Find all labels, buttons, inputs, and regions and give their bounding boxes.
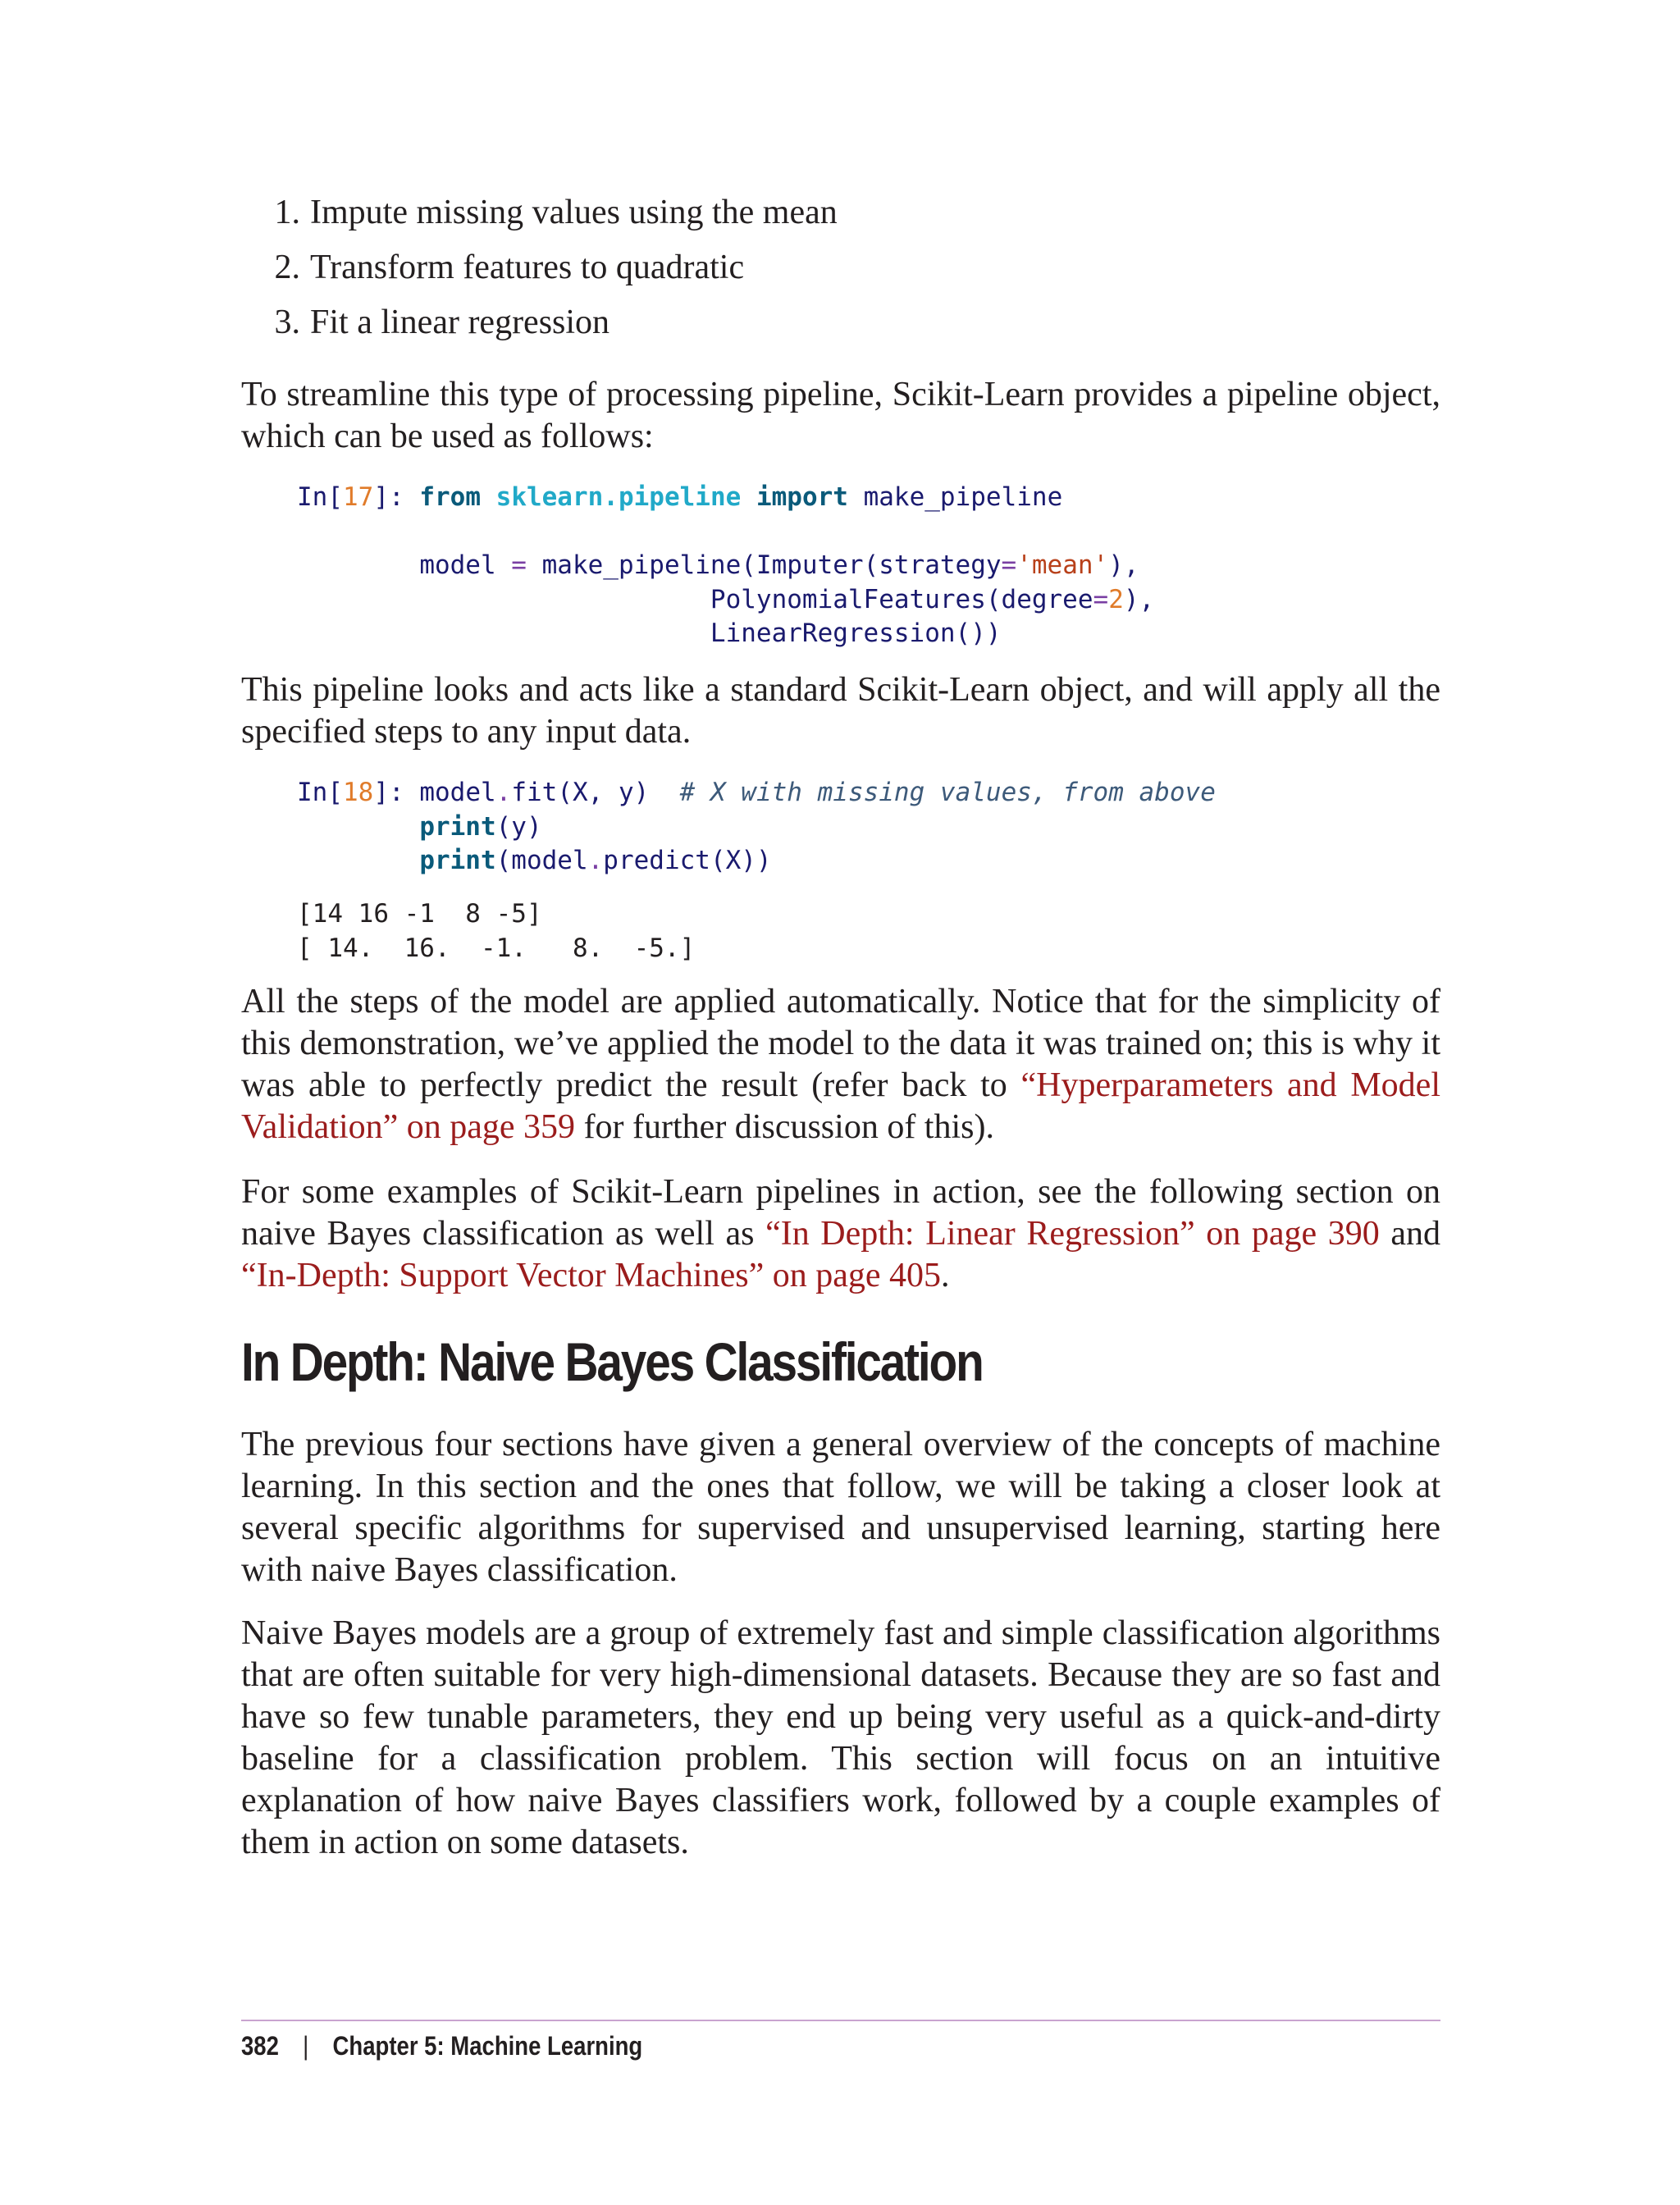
section-heading: In Depth: Naive Bayes Classification <box>241 1331 983 1392</box>
page-number: 382 <box>241 2031 279 2061</box>
footer-divider <box>241 2020 1440 2021</box>
steps-list <box>241 185 838 350</box>
code-output: [14 16 -1 8 -5] [ 14. 16. -1. 8. -5.] <box>297 899 696 963</box>
list-item: 3. Fit a linear regression <box>274 304 610 341</box>
cross-reference-link[interactable]: “Hyperparameters and Model Validation” on page 359 <box>241 1066 1440 1146</box>
cross-reference-link[interactable]: “In-Depth: Support Vector Machines” on page 405 <box>241 1257 942 1294</box>
list-item: 2. Transform features to quadratic <box>274 249 745 286</box>
paragraph-pipeline-behavior: This pipeline looks and acts like a standard Scikit-Learn object, and will apply all the specified steps to any input data. <box>241 671 1440 751</box>
paragraph-steps-applied: All the steps of the model are applied automatically. Notice that for the simplicity of this demonstration, we’ve applied the model to the data it was trained on; this is why it was able to perfectly predict the result (refer back to “Hyperparameters and Model Validation” on page 359 for further discussion of this). <box>241 983 1440 1146</box>
cross-reference-link[interactable]: “In Depth: Linear Regression” on page 390 <box>765 1215 1380 1253</box>
paragraph-pipeline-intro: To streamline this type of processing pipeline, Scikit-Learn provides a pipeline object, which can be used as follows: <box>241 376 1440 455</box>
footer-separator: | <box>303 2031 309 2061</box>
page-footer <box>241 2031 642 2061</box>
code-cell-18: In[18]: model.fit(X, y) # X with missing values, from above print(y) print(model.predict(X)) <box>297 778 1216 875</box>
code-cell-17: In[17]: from sklearn.pipeline import make_pipeline model = make_pipeline(Imputer(strategy='mean'), PolynomialFeatures(degree=2), LinearRegression()) <box>297 482 1155 648</box>
paragraph-pipeline-examples: For some examples of Scikit-Learn pipelines in action, see the following section on naive Bayes classification as well as “In Depth: Linear Regression” on page 390 and “In-Depth: Support Vector Machines” on page 405. <box>241 1173 1440 1294</box>
paragraph-overview: The previous four sections have given a general overview of the concepts of machine learning. In this section and the ones that follow, we will be taking a closer look at several specific algorithms for supervised and unsupervised learning, starting here with naive Bayes classification. <box>241 1426 1440 1589</box>
chapter-title: Chapter 5: Machine Learning <box>332 2031 643 2061</box>
paragraph-naive-bayes-intro: Naive Bayes models are a group of extremely fast and simple classification algorithms that are often suitable for very high-dimensional datasets. Because they are so fast and have so few tunable parameters, they end up being very useful as a quick-and-dirty baseline for a classification problem. This section will focus on an intuitive explanation of how naive Bayes classifiers work, followed by a couple examples of them in action on some datasets. <box>241 1614 1440 1861</box>
list-item: 1. Impute missing values using the mean <box>274 194 838 231</box>
